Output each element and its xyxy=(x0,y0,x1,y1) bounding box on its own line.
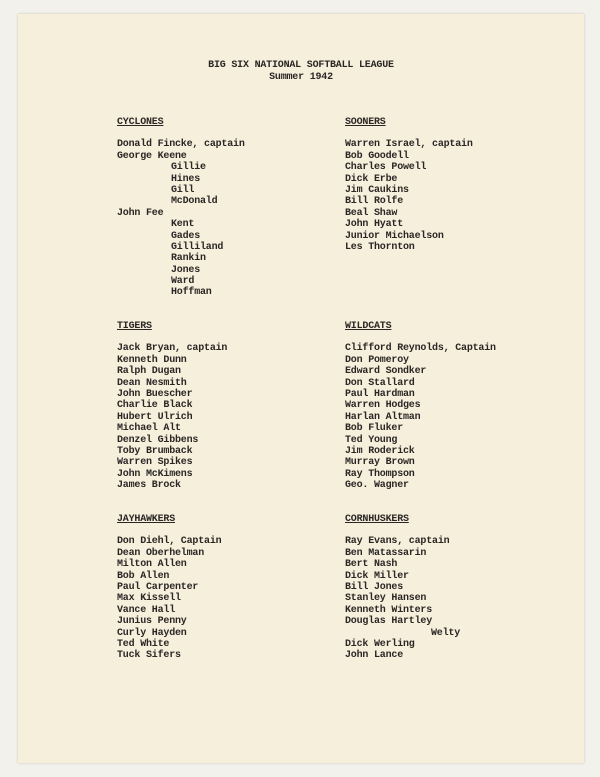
player-name: Geo. Wagner xyxy=(345,480,409,492)
player-name: Donald Fincke, captain xyxy=(117,139,245,151)
player-name: Douglas Hartley xyxy=(345,616,433,628)
player-name: Dean Oberhelman xyxy=(117,547,205,559)
player-name: Les Thornton xyxy=(345,241,415,253)
player-name: Gilliland xyxy=(171,241,224,253)
team-jayhawkers xyxy=(117,514,337,662)
player-name: Warren Israel, captain xyxy=(345,139,473,151)
team-cyclones xyxy=(117,117,337,299)
player-name: Kenneth Dunn xyxy=(117,354,187,366)
player-name: Hines xyxy=(171,173,201,185)
team-wildcats xyxy=(345,321,565,491)
player-name: Jim Caukins xyxy=(345,184,409,196)
roster-list xyxy=(345,536,565,661)
player-name: Ray Thompson xyxy=(345,468,415,480)
player-name: Kenneth Winters xyxy=(345,604,433,616)
roster-list xyxy=(345,139,565,253)
player-name: Jack Bryan, captain xyxy=(117,343,228,355)
roster-list xyxy=(117,343,337,491)
player-name: Toby Brumback xyxy=(117,445,193,457)
player-name: Ward xyxy=(171,276,195,288)
player-name: Denzel Gibbens xyxy=(117,434,199,446)
player-name: Bill Rolfe xyxy=(345,196,404,208)
team-cornhuskers xyxy=(345,514,565,662)
player-name: James Brock xyxy=(117,480,181,492)
player-name: Hubert Ulrich xyxy=(117,411,193,423)
league-title: BIG SIX NATIONAL SOFTBALL LEAGUE xyxy=(208,60,394,71)
document-page xyxy=(18,14,584,763)
player-name: Bob Fluker xyxy=(345,423,404,435)
player-name: Dick Werling xyxy=(345,638,415,650)
player-name: Vance Hall xyxy=(117,604,176,616)
player-name: Kent xyxy=(171,219,195,231)
roster-list xyxy=(345,343,565,491)
player-name: Bob Allen xyxy=(117,570,170,582)
player-name: John Buescher xyxy=(117,388,193,400)
player-name: Don Stallard xyxy=(345,377,415,389)
player-name: Dean Nesmith xyxy=(117,377,187,389)
player-name: Paul Hardman xyxy=(345,388,415,400)
player-name: Clifford Reynolds, Captain xyxy=(345,343,496,355)
player-name: Tuck Sifers xyxy=(117,650,181,662)
player-name: Murray Brown xyxy=(345,457,415,469)
player-name: Hoffman xyxy=(171,287,212,299)
season-subtitle: Summer 1942 xyxy=(269,72,333,83)
player-name: Welty xyxy=(431,627,461,639)
team-name: TIGERS xyxy=(117,321,152,332)
player-name: George Keene xyxy=(117,150,187,162)
team-name: CORNHUSKERS xyxy=(345,514,409,525)
team-name: CYCLONES xyxy=(117,117,164,128)
player-name: Don Diehl, Captain xyxy=(117,536,222,548)
document-header xyxy=(18,60,584,84)
player-name: Stanley Hansen xyxy=(345,593,427,605)
player-name: John Hyatt xyxy=(345,219,404,231)
player-name: Max Kissell xyxy=(117,593,181,605)
player-name: Charlie Black xyxy=(117,400,193,412)
player-name: Ben Matassarin xyxy=(345,547,427,559)
player-name: Curly Hayden xyxy=(117,627,187,639)
player-name: John Lance xyxy=(345,650,404,662)
player-name: Milton Allen xyxy=(117,559,187,571)
player-name: Jones xyxy=(171,264,201,276)
player-name: Bert Nash xyxy=(345,559,398,571)
player-name: Ted Young xyxy=(345,434,398,446)
player-name: Junius Penny xyxy=(117,616,187,628)
player-name: Ralph Dugan xyxy=(117,366,181,378)
player-name: Dick Miller xyxy=(345,570,409,582)
player-name: Gill xyxy=(171,184,195,196)
team-sooners xyxy=(345,117,565,253)
player-name: Warren Hodges xyxy=(345,400,421,412)
player-name: Jim Roderick xyxy=(345,445,415,457)
player-name: Warren Spikes xyxy=(117,457,193,469)
player-name: John Fee xyxy=(117,207,164,219)
player-name: Edward Sondker xyxy=(345,366,427,378)
player-name: Gades xyxy=(171,230,201,242)
player-name: McDonald xyxy=(171,196,218,208)
player-name: Don Pomeroy xyxy=(345,354,409,366)
player-name: Bill Jones xyxy=(345,581,404,593)
player-name: Charles Powell xyxy=(345,162,427,174)
team-name: WILDCATS xyxy=(345,321,392,332)
player-name: John McKimens xyxy=(117,468,193,480)
player-name: Beal Shaw xyxy=(345,207,398,219)
player-name: Harlan Altman xyxy=(345,411,421,423)
player-name: Rankin xyxy=(171,253,206,265)
player-name: Michael Alt xyxy=(117,423,181,435)
roster-list xyxy=(117,536,337,661)
team-name: JAYHAWKERS xyxy=(117,514,176,525)
player-name: Bob Goodell xyxy=(345,150,409,162)
roster-list xyxy=(117,139,337,298)
player-name: Gillie xyxy=(171,162,206,174)
player-name: Ray Evans, captain xyxy=(345,536,450,548)
player-name: Ted White xyxy=(117,638,170,650)
player-name: Paul Carpenter xyxy=(117,581,199,593)
team-tigers xyxy=(117,321,337,491)
team-name: SOONERS xyxy=(345,117,386,128)
player-name: Junior Michaelson xyxy=(345,230,444,242)
player-name: Dick Erbe xyxy=(345,173,398,185)
